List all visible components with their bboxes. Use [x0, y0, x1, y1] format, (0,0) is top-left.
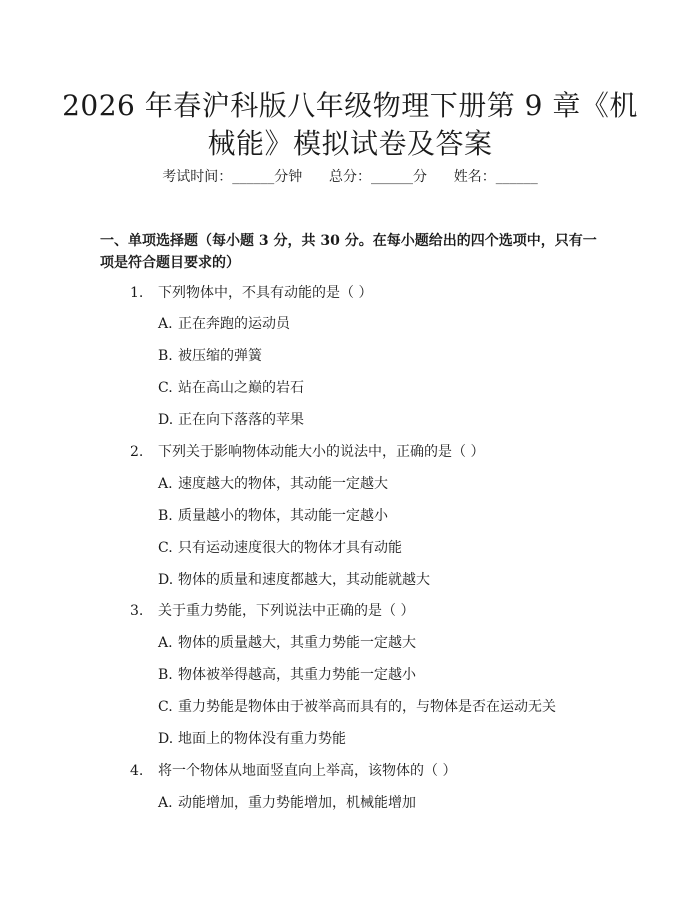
question-4	[130, 761, 456, 781]
page-title-line-1: 2026 年春沪科版八年级物理下册第 9 章《机	[62, 89, 638, 122]
option-text: 地面上的物体没有重力势能	[178, 731, 346, 747]
option-1d	[158, 410, 304, 430]
option-2b	[158, 506, 388, 526]
option-letter: D.	[158, 731, 174, 747]
question-text: 将一个物体从地面竖直向上举高，该物体的（ ）	[158, 763, 457, 779]
option-2d	[158, 570, 430, 590]
option-text: 正在奔跑的运动员	[178, 316, 290, 332]
question-3	[130, 601, 414, 621]
option-letter: B.	[158, 508, 173, 524]
option-text: 物体的质量越大，其重力势能一定越大	[178, 635, 416, 651]
option-3a	[158, 633, 416, 653]
option-letter: D.	[158, 412, 174, 428]
option-letter: A.	[158, 795, 173, 811]
question-number: 1.	[130, 285, 144, 301]
option-3b	[158, 665, 416, 685]
option-text: 重力势能是物体由于被举高而具有的，与物体是否在运动无关	[178, 699, 556, 715]
option-3d	[158, 729, 346, 749]
question-number: 2.	[130, 444, 144, 460]
option-text: 物体被举得越高，其重力势能一定越小	[178, 667, 416, 683]
option-letter: A.	[158, 635, 173, 651]
section-heading: 一、单项选择题（每小题 3 分，共 30 分。在每小题给出的四个选项中，只有一项是符合题目要求的）	[100, 233, 597, 271]
option-1a	[158, 314, 290, 334]
question-text: 下列物体中，不具有动能的是（ ）	[158, 285, 373, 301]
option-letter: C.	[158, 699, 173, 715]
option-text: 动能增加，重力势能增加，机械能增加	[178, 795, 416, 811]
option-2a	[158, 474, 388, 494]
option-text: 被压缩的弹簧	[178, 348, 262, 364]
option-letter: B.	[158, 348, 173, 364]
option-3c	[158, 697, 556, 717]
option-letter: A.	[158, 316, 173, 332]
question-2	[130, 442, 484, 462]
option-letter: B.	[158, 667, 173, 683]
question-text: 关于重力势能，下列说法中正确的是（ ）	[158, 603, 415, 619]
option-1b	[158, 346, 262, 366]
option-letter: D.	[158, 572, 174, 588]
question-number: 3.	[130, 603, 144, 619]
option-text: 站在高山之巅的岩石	[178, 380, 304, 396]
exam-info-line: 考试时间：______分钟 总分：______分 姓名：______	[162, 169, 538, 185]
option-letter: C.	[158, 380, 173, 396]
question-1	[130, 283, 372, 303]
question-text: 下列关于影响物体动能大小的说法中，正确的是（ ）	[158, 444, 485, 460]
question-number: 4.	[130, 763, 144, 779]
option-letter: C.	[158, 540, 173, 556]
option-text: 质量越小的物体，其动能一定越小	[178, 508, 388, 524]
option-4a	[158, 793, 416, 813]
option-letter: A.	[158, 476, 173, 492]
page-title-line-2: 械能》模拟试卷及答案	[207, 127, 493, 160]
option-text: 速度越大的物体，其动能一定越大	[178, 476, 388, 492]
option-text: 物体的质量和速度都越大，其动能就越大	[178, 572, 430, 588]
option-2c	[158, 538, 402, 558]
option-text: 只有运动速度很大的物体才具有动能	[178, 540, 402, 556]
option-1c	[158, 378, 304, 398]
option-text: 正在向下落落的苹果	[178, 412, 304, 428]
